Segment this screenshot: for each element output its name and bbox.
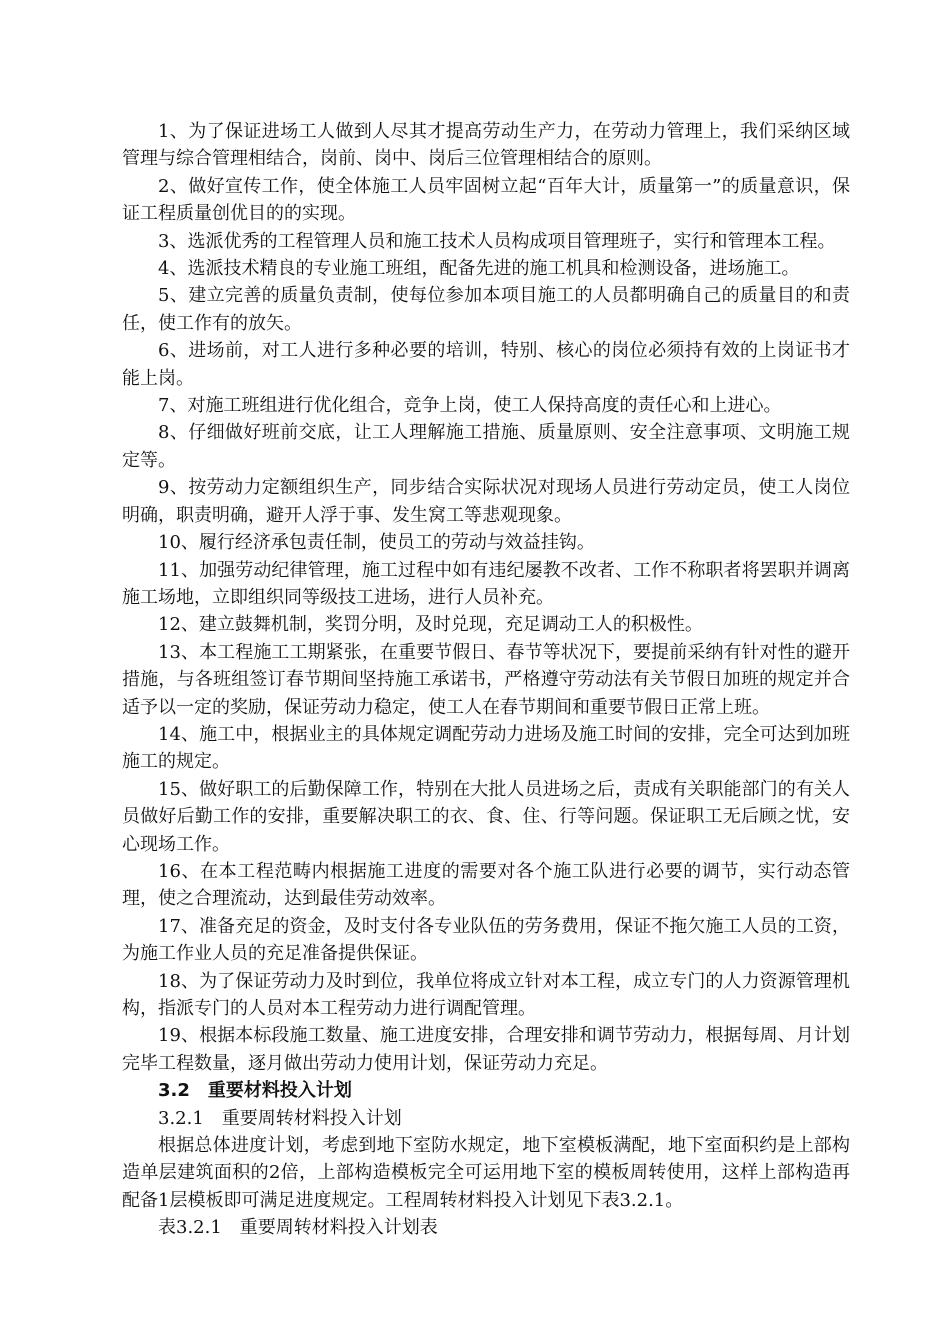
list-item-4: 4、选派技术精良的专业施工班组，配备先进的施工机具和检测设备，进场施工。 [158, 258, 800, 280]
list-item-13: 13、本工程施工工期紧张，在重要节假日、春节等状况下，要提前采纳有针对性的避开措施，与各班组签订春节期间坚持施工承诺书，严格遵守劳动法有关节假日加班的规定并合适予以一定的奖励，保证劳动力稳定，使工人在春节期间和重要节假日正常上班。 [122, 641, 850, 718]
list-item-17: 17、准备充足的资金，及时支付各专业队伍的劳务费用，保证不拖欠施工人员的工资，为施工作业人员的充足准备提供保证。 [122, 915, 850, 965]
list-item-16: 16、在本工程范畴内根据施工进度的需要对各个施工队进行必要的调节，实行动态管理，使之合理流动，达到最佳劳动效率。 [122, 860, 850, 910]
list-item-18: 18、为了保证劳动力及时到位，我单位将成立针对本工程，成立专门的人力资源管理机构，指派专门的人员对本工程劳动力进行调配管理。 [122, 970, 850, 1019]
list-item-12: 12、建立鼓舞机制，奖罚分明，及时兑现，充足调动工人的积极性。 [158, 614, 703, 636]
subsection-heading: 3.2.1 重要周转材料投入计划 [158, 1107, 402, 1129]
list-item-2: 2、做好宣传工作，使全体施工人员牢固树立起“百年大计，质量第一”的质量意识，保证工程质量创优目的的实现。 [122, 175, 850, 225]
list-item-1: 1、为了保证进场工人做到人尽其才提高劳动生产力，在劳动力管理上，我们采纳区域管理与综合管理相结合，岗前、岗中、岗后三位管理相结合的原则。 [122, 121, 850, 170]
table-caption: 表3.2.1 重要周转材料投入计划表 [158, 1217, 438, 1239]
list-item-8: 8、仔细做好班前交底，让工人理解施工措施、质量原则、安全注意事项、文明施工规定等。 [122, 422, 850, 471]
list-item-14: 14、施工中，根据业主的具体规定调配劳动力进场及施工时间的安排，完全可达到加班施工的规定。 [122, 723, 850, 773]
section-heading: 3.2 重要材料投入计划 [158, 1080, 352, 1102]
list-item-19: 19、根据本标段施工数量、施工进度安排，合理安排和调节劳动力，根据每周、月计划完毕工程数量，逐月做出劳动力使用计划，保证劳动力充足。 [122, 1025, 850, 1074]
document-page [122, 118, 850, 1242]
list-item-9: 9、按劳动力定额组织生产，同步结合实际状况对现场人员进行劳动定员，使工人岗位明确，职责明确，避开人浮于事、发生窝工等悲观现象。 [122, 477, 850, 526]
list-item-6: 6、进场前，对工人进行多种必要的培训，特别、核心的岗位必须持有效的上岗证书才能上岗。 [122, 340, 850, 389]
list-item-5: 5、建立完善的质量负责制，使每位参加本项目施工的人员都明确自己的质量目的和责任，使工作有的放矢。 [122, 285, 850, 334]
list-item-15: 15、做好职工的后勤保障工作，特别在大批人员进场之后，责成有关职能部门的有关人员做好后勤工作的安排，重要解决职工的衣、食、住、行等问题。保证职工无后顾之忧，安心现场工作。 [122, 778, 850, 855]
list-item-10: 10、履行经济承包责任制，使员工的劳动与效益挂钩。 [158, 532, 595, 554]
body-paragraph: 根据总体进度计划，考虑到地下室防水规定，地下室模板满配，地下室面积约是上部构造单层建筑面积的2倍，上部构造模板完全可运用地下室的模板周转使用，这样上部构造再配备1层模板即可满足进度规定。工程周转材料投入计划见下表3.2.1。 [122, 1135, 850, 1211]
list-item-11: 11、加强劳动纪律管理，施工过程中如有违纪屡教不改者、工作不称职者将罢职并调离施工场地，立即组织同等级技工进场，进行人员补充。 [122, 559, 850, 608]
list-item-7: 7、对施工班组进行优化组合，竞争上岗，使工人保持高度的责任心和上进心。 [158, 395, 782, 417]
list-item-3: 3、选派优秀的工程管理人员和施工技术人员构成项目管理班子，实行和管理本工程。 [158, 230, 836, 252]
